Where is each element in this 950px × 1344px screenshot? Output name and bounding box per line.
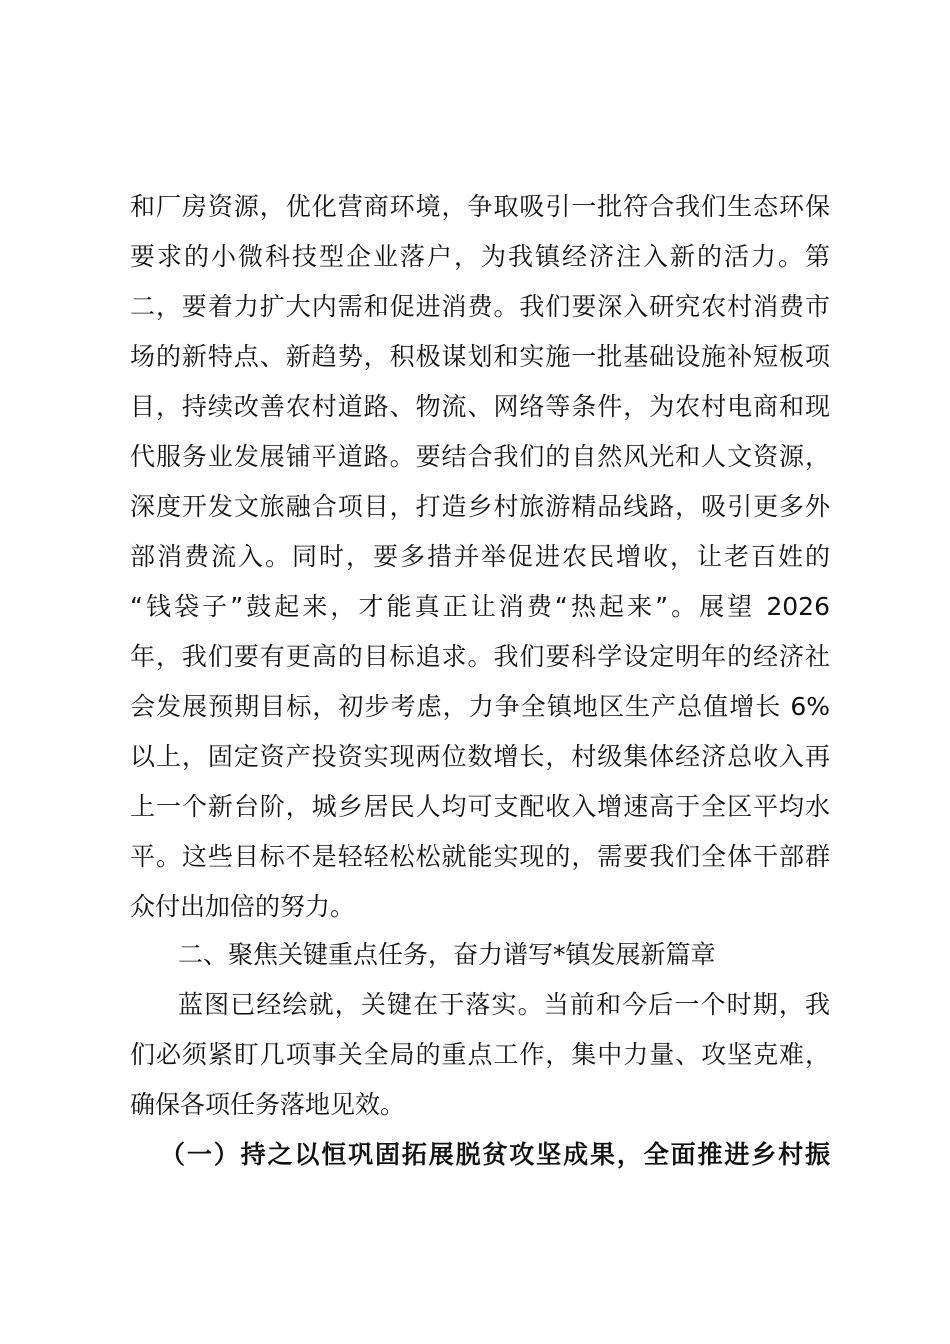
text-line: 确保各项任务落地见效。 xyxy=(130,1090,406,1119)
text-line: 众付出加倍的努力。 xyxy=(130,892,356,921)
text-line: 上一个新台阶，城乡居民人均可支配收入增速高于全区平均水 xyxy=(130,792,830,821)
text-line: 二，要着力扩大内需和促进消费。我们要深入研究农村消费市 xyxy=(130,292,830,321)
text-line: 们必须紧盯几项事关全局的重点工作，集中力量、攻坚克难， xyxy=(130,1040,830,1069)
text-line: “钱袋子”鼓起来，才能真正让消费“热起来”。展望 2026 xyxy=(130,592,830,621)
text-line: 部消费流入。同时，要多措并举促进农民增收，让老百姓的 xyxy=(130,542,830,571)
text-line: 和厂房资源，优化营商环境，争取吸引一批符合我们生态环保 xyxy=(130,192,830,221)
text-line: 场的新特点、新趋势，积极谋划和实施一批基础设施补短板项 xyxy=(130,342,830,371)
text-line: 深度开发文旅融合项目，打造乡村旅游精品线路，吸引更多外 xyxy=(130,492,830,521)
section-heading: 二、聚焦关键重点任务，奋力谱写*镇发展新篇章 xyxy=(178,940,716,969)
subheading: （一）持之以恒巩固拓展脱贫攻坚成果，全面推进乡村振 xyxy=(160,1140,830,1169)
text-line: 年，我们要有更高的目标追求。我们要科学设定明年的经济社 xyxy=(130,642,830,671)
text-line: 要求的小微科技型企业落户，为我镇经济注入新的活力。第 xyxy=(130,242,830,271)
text-line: 平。这些目标不是轻轻松松就能实现的，需要我们全体干部群 xyxy=(130,842,830,871)
text-line: 蓝图已经绘就，关键在于落实。当前和今后一个时期，我 xyxy=(178,990,830,1019)
text-line: 目，持续改善农村道路、物流、网络等条件，为农村电商和现 xyxy=(130,392,830,421)
text-line: 以上，固定资产投资实现两位数增长，村级集体经济总收入再 xyxy=(130,742,830,771)
text-line: 会发展预期目标，初步考虑，力争全镇地区生产总值增长 6% xyxy=(130,692,830,721)
text-line: 代服务业发展铺平道路。要结合我们的自然风光和人文资源， xyxy=(130,442,830,471)
